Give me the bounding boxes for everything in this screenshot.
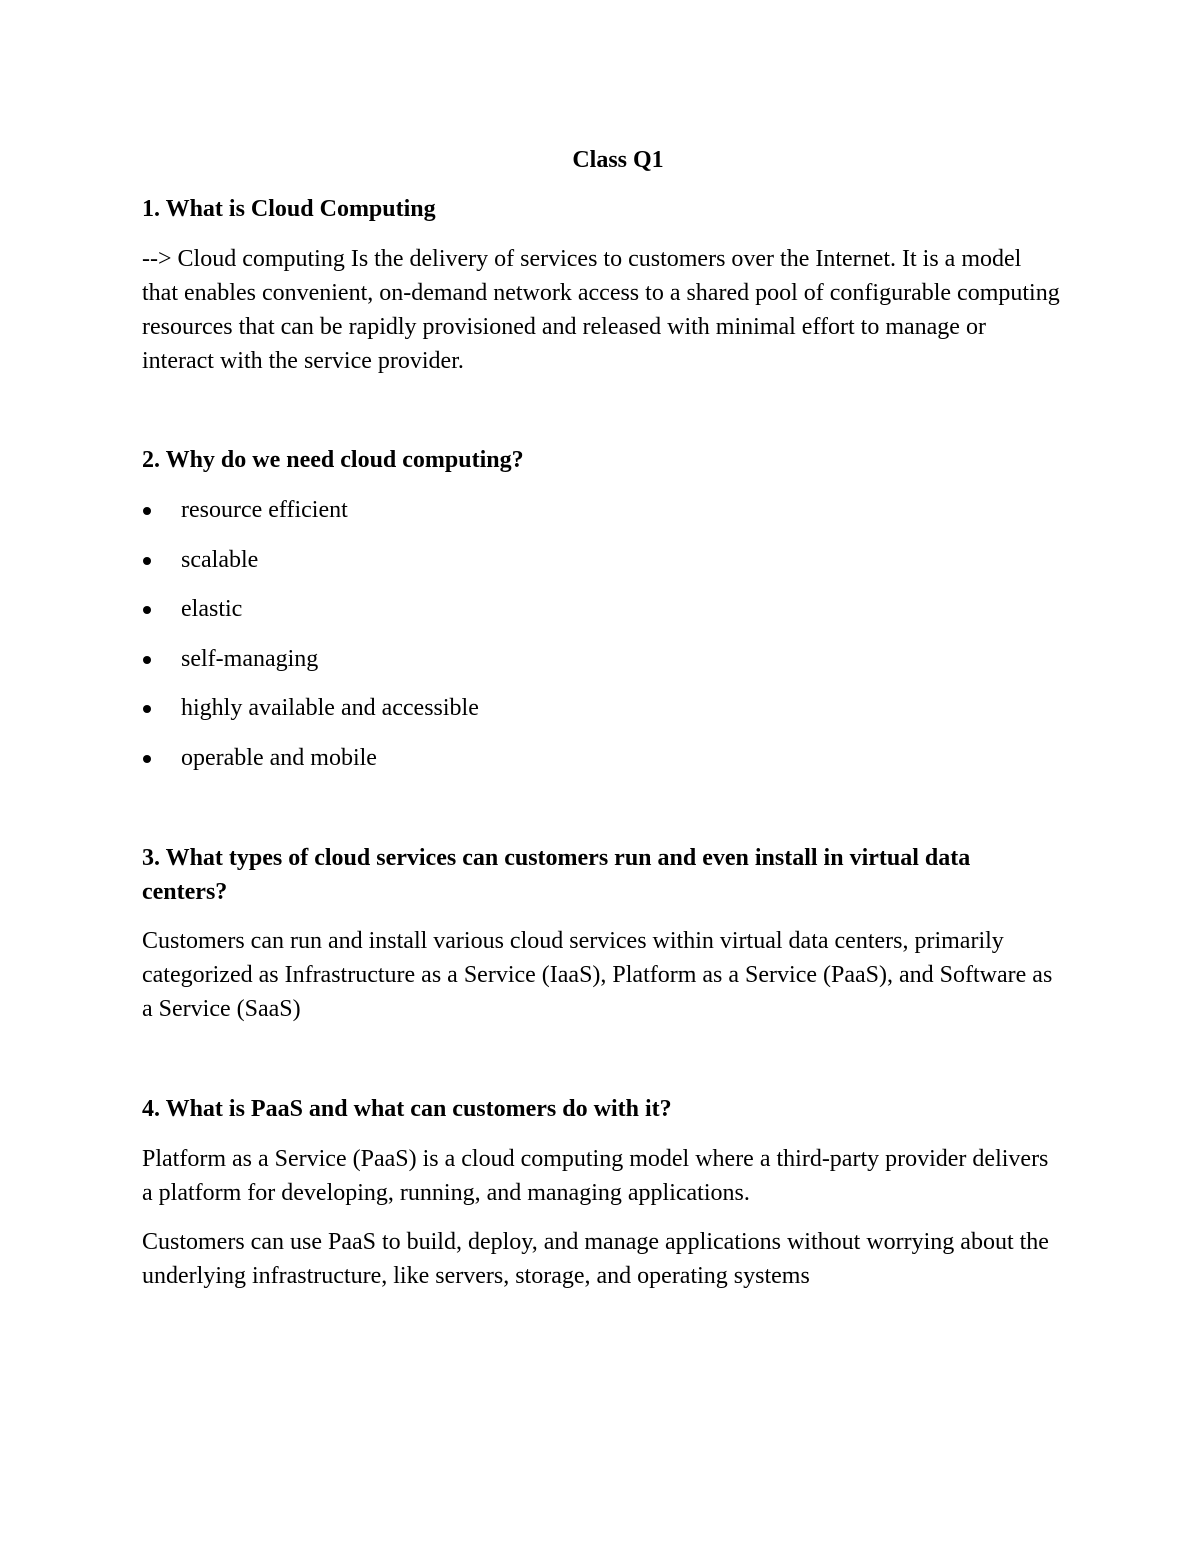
section-4-heading: 4. What is PaaS and what can customers do with it? [142,1096,672,1122]
bullet-text: self-managing [181,645,319,672]
bullet-item [142,691,1042,741]
bullet-icon [143,656,151,664]
section-4-paragraph-2: Customers can use PaaS to build, deploy, and manage applications without worrying about the underlying infrastructure, like servers, storage, and operating systems [142,1229,1049,1289]
bullet-text: elastic [181,596,243,623]
bullet-icon [143,507,151,515]
bullet-icon [143,705,151,713]
bullet-text: resource efficient [181,497,348,523]
section-2-bullet-list [142,493,1042,791]
bullet-item [142,642,1042,692]
section-3-paragraph: Customers can run and install various cloud services within virtual data centers, primarily categorized as Infrastructure as a Service (IaaS), Platform as a Service (PaaS), and Software as a Service (SaaS) [142,928,1053,1022]
bullet-text: scalable [181,546,259,573]
bullet-icon [143,557,151,565]
section-1-heading: 1. What is Cloud Computing [142,196,436,222]
bullet-text: operable and mobile [181,744,377,771]
bullet-item [142,741,1042,791]
bullet-item [142,543,1042,593]
bullet-icon [143,606,151,614]
bullet-text: highly available and accessible [181,695,479,722]
bullet-item [142,592,1042,642]
bullet-item [142,493,1042,543]
section-2-heading: 2. Why do we need cloud computing? [142,447,524,473]
bullet-icon [143,755,151,763]
document-title: Class Q1 [572,147,664,173]
section-1-paragraph: --> Cloud computing Is the delivery of services to customers over the Internet. It is a model that enables convenient, on-demand network access to a shared pool of configurable computing resources that can be rapidly provisioned and released with minimal effort to manage or interact with the service provider. [142,246,1060,374]
section-4-paragraph-1: Platform as a Service (PaaS) is a cloud computing model where a third-party provider delivers a platform for developing, running, and managing applications. [142,1146,1049,1206]
section-3-heading: 3. What types of cloud services can customers run and even install in virtual data centers? [142,845,971,905]
